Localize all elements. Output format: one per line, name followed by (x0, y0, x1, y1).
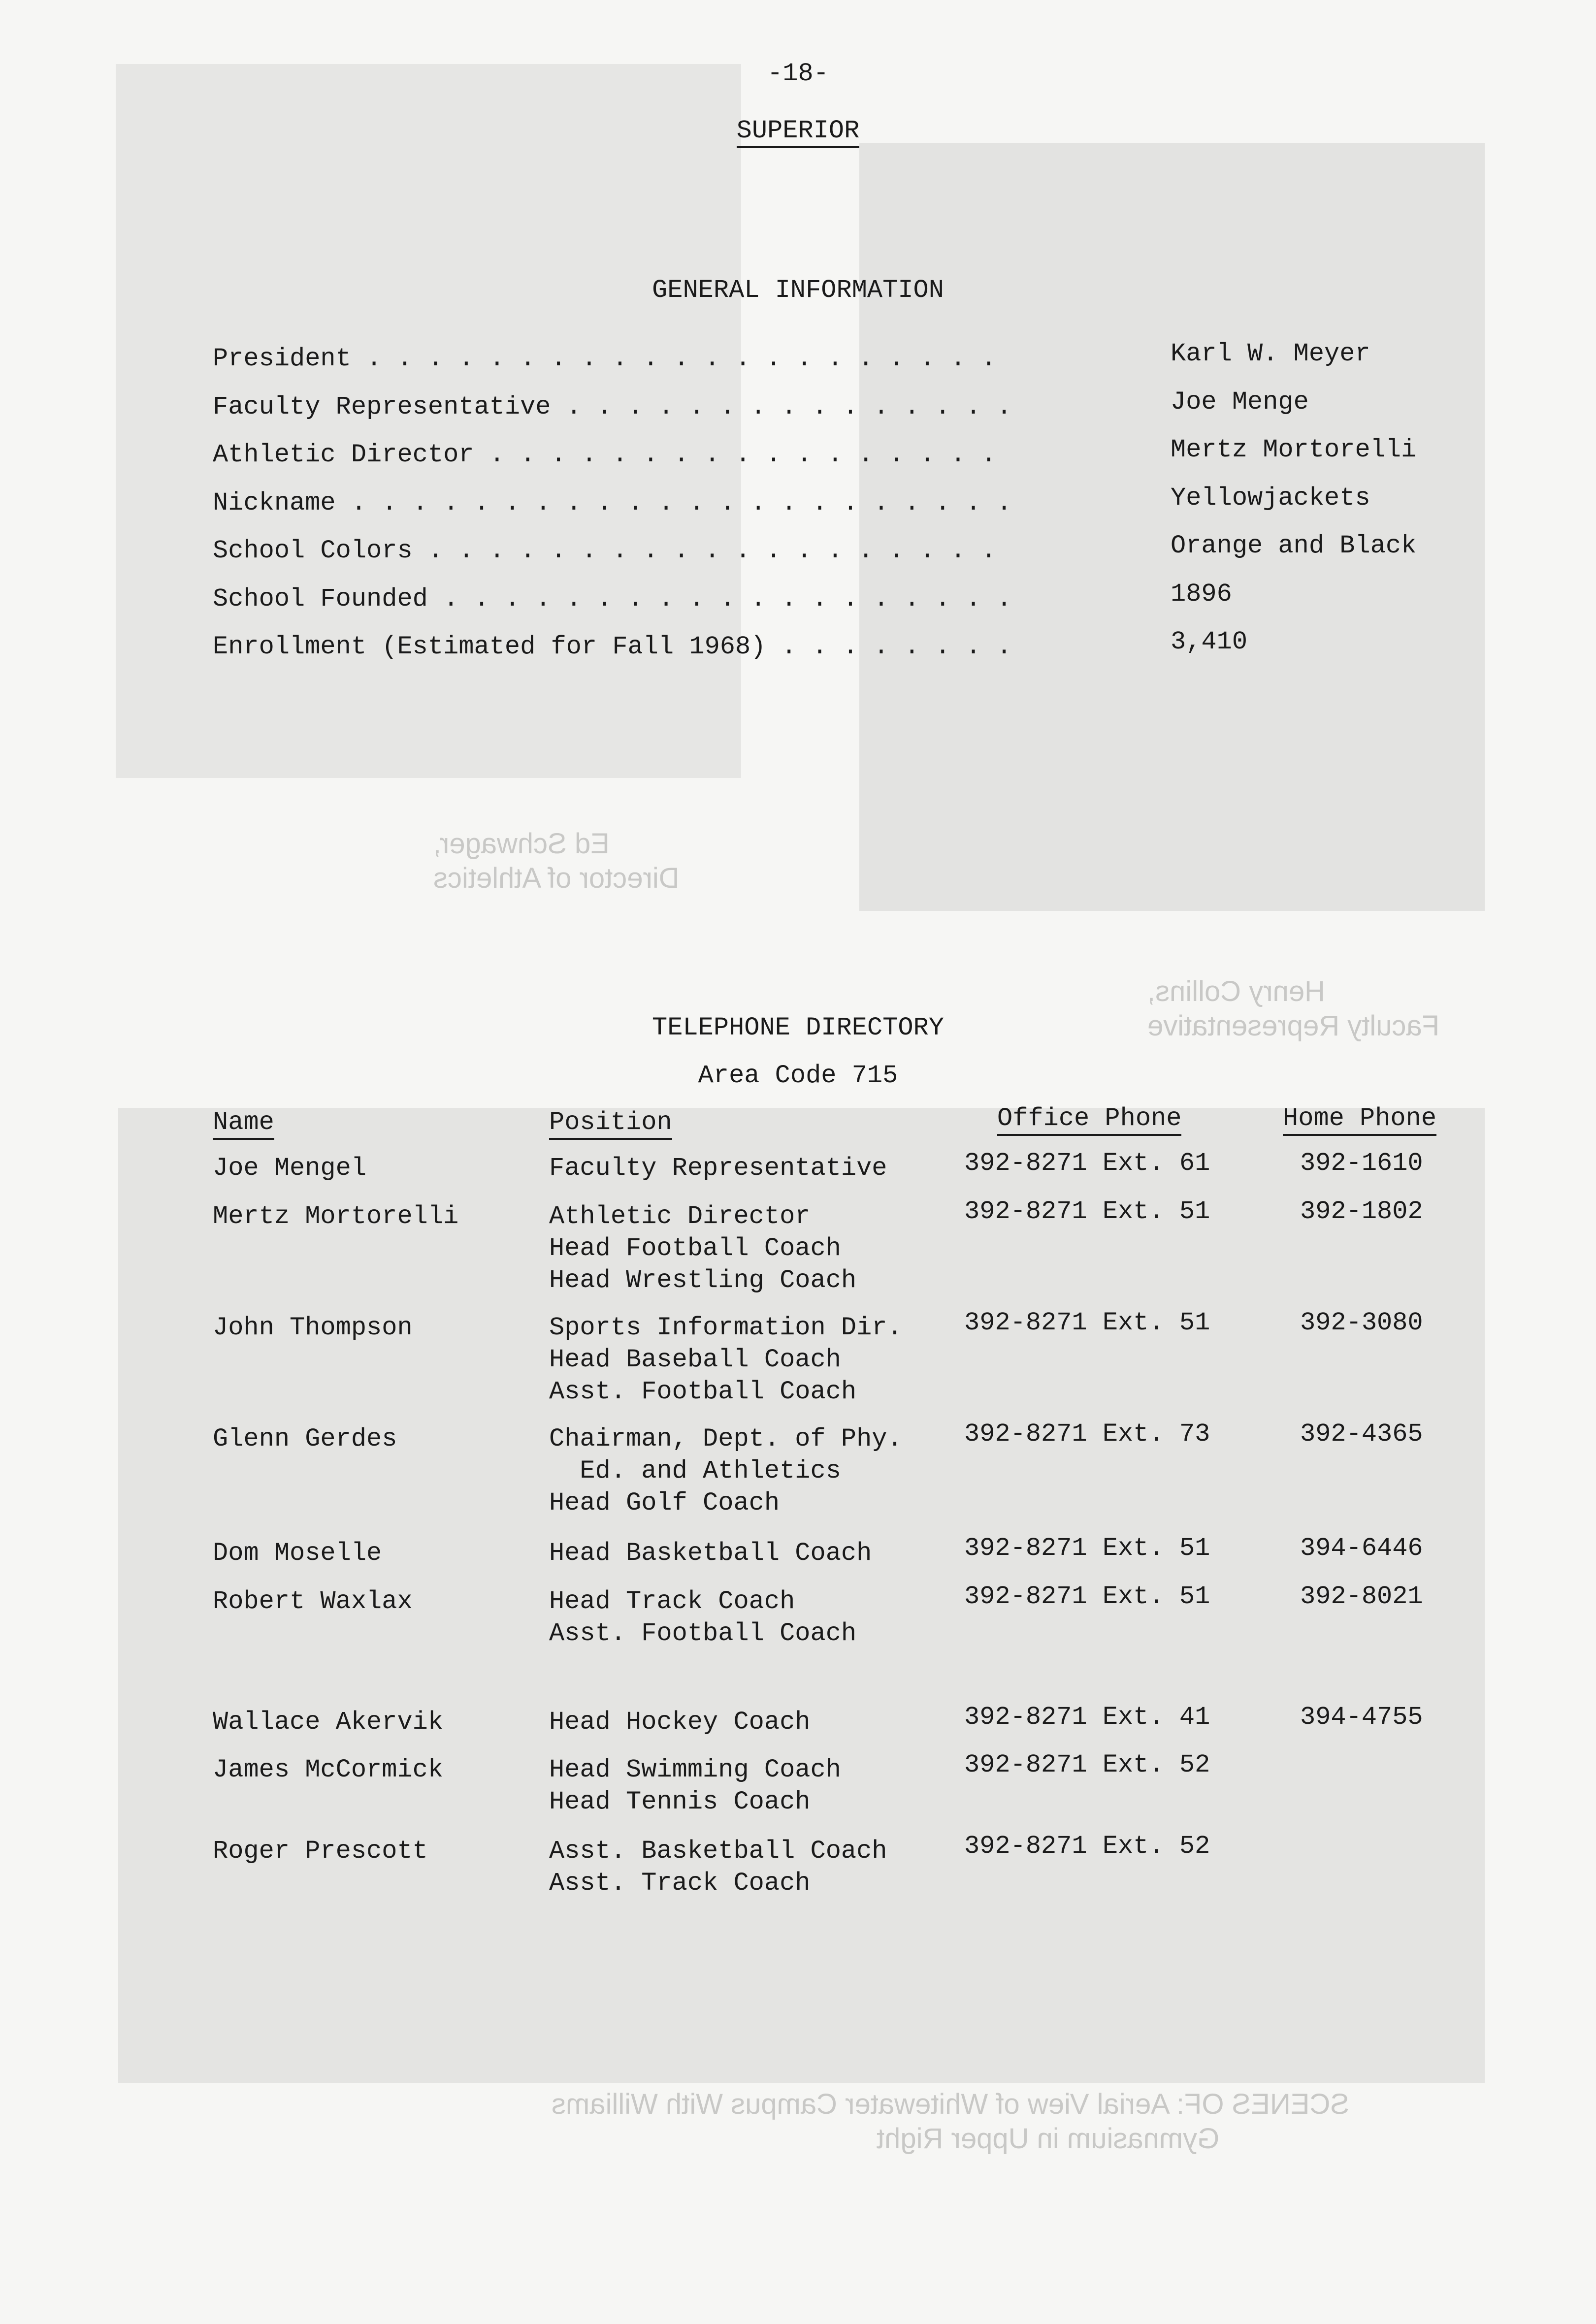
cell-position (549, 1152, 887, 1184)
info-value: 1896 (1171, 579, 1232, 609)
cell-name: Roger Prescott (213, 1837, 428, 1866)
bleed-through-caption-left-1: Ed Schwager, (433, 828, 610, 860)
column-header-name (213, 1108, 274, 1137)
column-header-office (997, 1104, 1181, 1133)
info-label: Faculty Representative . . . . . . . . . . . . . . . (213, 392, 1027, 421)
position-line: Faculty Representative (549, 1154, 887, 1183)
position-line: Ed. and Athletics (549, 1456, 841, 1485)
position-line: Athletic Director (549, 1202, 811, 1231)
position-line: Asst. Football Coach (549, 1377, 857, 1406)
info-row (213, 575, 1444, 623)
cell-name: Glenn Gerdes (213, 1424, 397, 1453)
position-line: Chairman, Dept. of Phy. (549, 1424, 903, 1453)
directory-heading: TELEPHONE DIRECTORY (652, 1013, 944, 1042)
cell-position (549, 1585, 856, 1649)
info-label: School Colors . . . . . . . . . . . . . . . . . . . (213, 536, 1012, 565)
info-value: Karl W. Meyer (1171, 339, 1370, 368)
position-line: Head Football Coach (549, 1234, 841, 1263)
info-row (213, 383, 1444, 431)
position-line: Head Hockey Coach (549, 1708, 811, 1737)
info-row (213, 431, 1444, 479)
info-row (213, 335, 1444, 383)
school-title (0, 116, 1596, 145)
cell-home-phone: 394-6446 (1300, 1534, 1423, 1563)
cell-home-phone: 392-4365 (1300, 1420, 1423, 1449)
position-line: Asst. Basketball Coach (549, 1837, 887, 1866)
position-line: Head Swimming Coach (549, 1755, 841, 1784)
position-line: Asst. Football Coach (549, 1619, 857, 1648)
bleed-through-caption-right-1: Henry Collins, (1147, 975, 1325, 1007)
position-line: Sports Information Dir. (549, 1313, 903, 1342)
position-line: Head Baseball Coach (549, 1345, 841, 1374)
info-value: 3,410 (1171, 627, 1248, 656)
position-line: Head Golf Coach (549, 1488, 780, 1517)
position-line: Head Basketball Coach (549, 1539, 872, 1568)
info-value: Yellowjackets (1171, 483, 1370, 513)
info-row (213, 479, 1444, 527)
school-title-text: SUPERIOR (737, 116, 860, 148)
cell-position (549, 1835, 887, 1899)
cell-office-phone: 392-8271 Ext. 51 (964, 1308, 1210, 1337)
cell-office-phone: 392-8271 Ext. 51 (964, 1534, 1210, 1563)
info-label: President . . . . . . . . . . . . . . . . . . . . . (213, 344, 1012, 373)
bleed-through-caption-left-2: Director of Athletics (433, 862, 680, 894)
cell-name: John Thompson (213, 1313, 413, 1342)
bleed-through-caption-right-2: Faculty Representative (1147, 1010, 1440, 1042)
column-header-office-text: Office Phone (997, 1104, 1181, 1136)
cell-office-phone: 392-8271 Ext. 51 (964, 1197, 1210, 1226)
info-label: Enrollment (Estimated for Fall 1968) . . . . . . . . (213, 632, 1027, 661)
cell-name: Dom Moselle (213, 1539, 382, 1568)
general-info-list (213, 335, 1444, 671)
cell-position (549, 1312, 903, 1408)
position-line: Asst. Track Coach (549, 1869, 811, 1898)
info-label: Athletic Director . . . . . . . . . . . . . . . . . (213, 440, 1012, 469)
column-header-home (1283, 1104, 1436, 1133)
cell-position (549, 1200, 856, 1296)
info-row (213, 623, 1444, 671)
area-code: Area Code 715 (698, 1061, 898, 1090)
cell-office-phone: 392-8271 Ext. 51 (964, 1582, 1210, 1611)
cell-office-phone: 392-8271 Ext. 52 (964, 1750, 1210, 1779)
cell-position (549, 1754, 841, 1818)
cell-office-phone: 392-8271 Ext. 73 (964, 1420, 1210, 1449)
column-header-home-text: Home Phone (1283, 1104, 1436, 1136)
cell-home-phone: 392-3080 (1300, 1308, 1423, 1337)
info-row (213, 527, 1444, 575)
column-header-position-text: Position (549, 1108, 672, 1140)
cell-name: Wallace Akervik (213, 1708, 444, 1737)
position-line: Head Track Coach (549, 1587, 795, 1616)
info-value: Joe Menge (1171, 387, 1309, 417)
column-header-position (549, 1108, 672, 1137)
info-value: Orange and Black (1171, 531, 1417, 560)
general-info-heading: GENERAL INFORMATION (652, 276, 944, 305)
cell-home-phone: 392-1610 (1300, 1149, 1423, 1178)
info-label: Nickname . . . . . . . . . . . . . . . . . . . . . . (213, 488, 1027, 517)
bleed-through-caption-bottom-2: Gymnasium in Upper Right (877, 2123, 1220, 2155)
column-header-name-text: Name (213, 1108, 274, 1140)
cell-home-phone: 394-4755 (1300, 1703, 1423, 1732)
cell-name: Robert Waxlax (213, 1587, 413, 1616)
cell-home-phone: 392-8021 (1300, 1582, 1423, 1611)
cell-office-phone: 392-8271 Ext. 41 (964, 1703, 1210, 1732)
cell-office-phone: 392-8271 Ext. 52 (964, 1832, 1210, 1861)
info-value: Mertz Mortorelli (1171, 435, 1417, 464)
cell-name: Joe Mengel (213, 1154, 367, 1183)
position-line: Head Tennis Coach (549, 1787, 811, 1816)
cell-position (549, 1537, 872, 1569)
info-label: School Founded . . . . . . . . . . . . . . . . . . . (213, 584, 1027, 613)
cell-position (549, 1706, 811, 1738)
page-number: -18- (767, 59, 829, 88)
bleed-through-caption-bottom-1: SCENES OF: Aerial View of Whitewater Campus With Williams (552, 2088, 1350, 2120)
cell-position (549, 1423, 903, 1519)
cell-name: Mertz Mortorelli (213, 1202, 459, 1231)
cell-office-phone: 392-8271 Ext. 61 (964, 1149, 1210, 1178)
position-line: Head Wrestling Coach (549, 1266, 857, 1295)
cell-name: James McCormick (213, 1755, 444, 1784)
cell-home-phone: 392-1802 (1300, 1197, 1423, 1226)
